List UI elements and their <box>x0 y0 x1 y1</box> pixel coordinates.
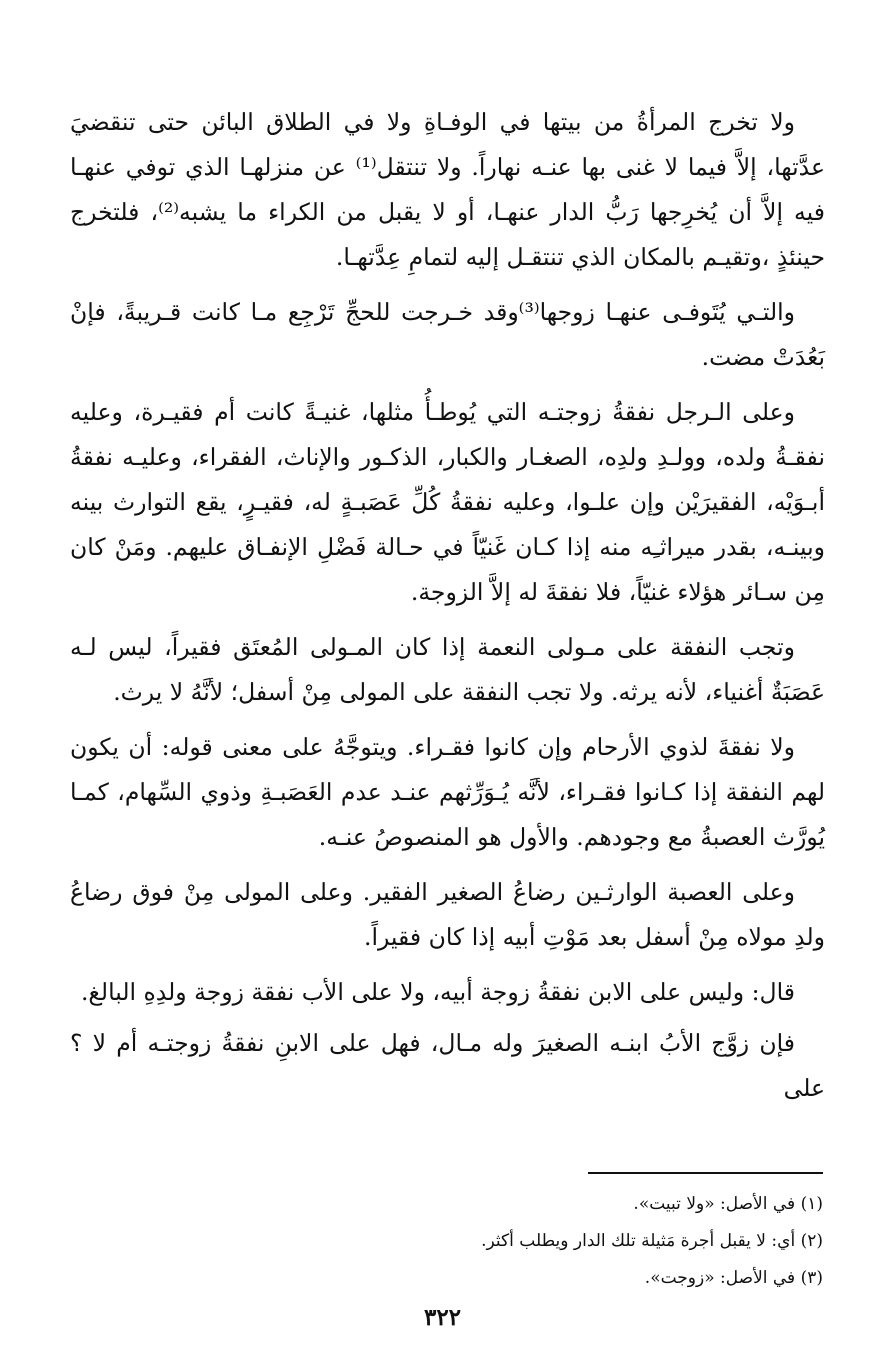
main-text <box>70 100 825 1111</box>
footnote-2: (٢) أي: لا يقبل أجرة مَثيلة تلك الدار ويطلب أكثر. <box>481 1231 823 1251</box>
paragraph-2: والتـي يُتَوفـى عنهـا زوجها⁽³⁾وقد خـرجت للحجِّ تَرْجِع مـا كانت قـريبةً، فإنْ بَعُدَتْ مضت. <box>70 298 825 371</box>
page-body <box>70 100 825 1117</box>
footnotes <box>68 1186 823 1297</box>
paragraph-8: فإن زوَّج الأبُ ابنـه الصغيرَ وله مـال، فهل على الابنِ نفقةُ زوجتـه أم لا ؟ على <box>70 1029 825 1102</box>
paragraph-4: وتجب النفقة على مـولى النعمة إذا كان المـولى المُعتَق فقيراً، ليس لـه عَصَبَةٌ أغنياء، لأنه يرثه. ولا تجب النفقة على المولى مِنْ أسفل؛ لأنَّهُ لا يرث. <box>70 633 825 706</box>
page-number: ٣٢٢ <box>423 1304 462 1331</box>
paragraph-3: وعلى الـرجل نفقةُ زوجتـه التي يُوطـأُ مثلها، غنيـةً كانت أم فقيـرة، وعليه نفقـةُ ولده، وولـدِ ولدِه، الصغـار والكبار، الذكـور والإناث، الفقراء، وعليـه نفقةُ أبـوَيْه، الفقيرَيْن وإن علـوا، وعليه نفقةُ كُلِّ عَصَبـةٍ له، فقيـرٍ، يقع التوارث بينه وبينـه، بقدر ميراثـِه منه إذا كـان غَنيّاً في حـالة فَضْلِ الإنفـاق عليهم. ومَنْ كان مِن سـائر هؤلاء غنيّاً، فلا نفقةَ له إلاَّ الزوجة. <box>70 398 825 606</box>
paragraph-5: ولا نفقةَ لذوي الأرحام وإن كانوا فقـراء. ويتوجَّهُ على معنى قوله: أن يكون لهم النفقة إذا كـانوا فقـراء، لأنَّه يُـوَرِّثهم عنـد عدم العَصَبـةِ وذوي السِّهام، كمـا يُورَّث العصبةُ مع وجودهم. والأول هو المنصوصُ عنـه. <box>70 733 825 851</box>
paragraph-6: وعلى العصبة الوارثـين رضاعُ الصغير الفقير. وعلى المولى مِنْ فوق رضاعُ ولدِ مولاه مِنْ أسفل بعد مَوْتِ أبيه إذا كان فقيراً. <box>70 878 825 951</box>
paragraph-7: قال: وليس على الابن نفقةُ زوجة أبيه، ولا على الأب نفقة زوجة ولدِهِ البالغ. <box>80 978 795 1006</box>
footnote-1: (١) في الأصل: «ولا تبيت». <box>633 1194 823 1214</box>
footnote-3: (٣) في الأصل: «زوجت». <box>644 1268 823 1288</box>
footnote-divider <box>588 1172 823 1174</box>
paragraph-1: ولا تخرج المرأةُ من بيتها في الوفـاةِ ولا في الطلاق البائن حتى تنقضيَ عدَّتها، إلاَّ فيما لا غنى بها عنـه نهاراً. ولا تنتقل⁽¹⁾ عن منزلهـا الذي توفي عنهـا فيه إلاَّ أن يُخرِجها رَبُّ الدار عنهـا، أو لا يقبل من الكراء ما يشبه⁽²⁾، فلتخرج حينئذٍ ،وتقيـم بالمكان الذي تنتقـل إليه لتمامِ عِدَّتهـا. <box>70 108 825 271</box>
